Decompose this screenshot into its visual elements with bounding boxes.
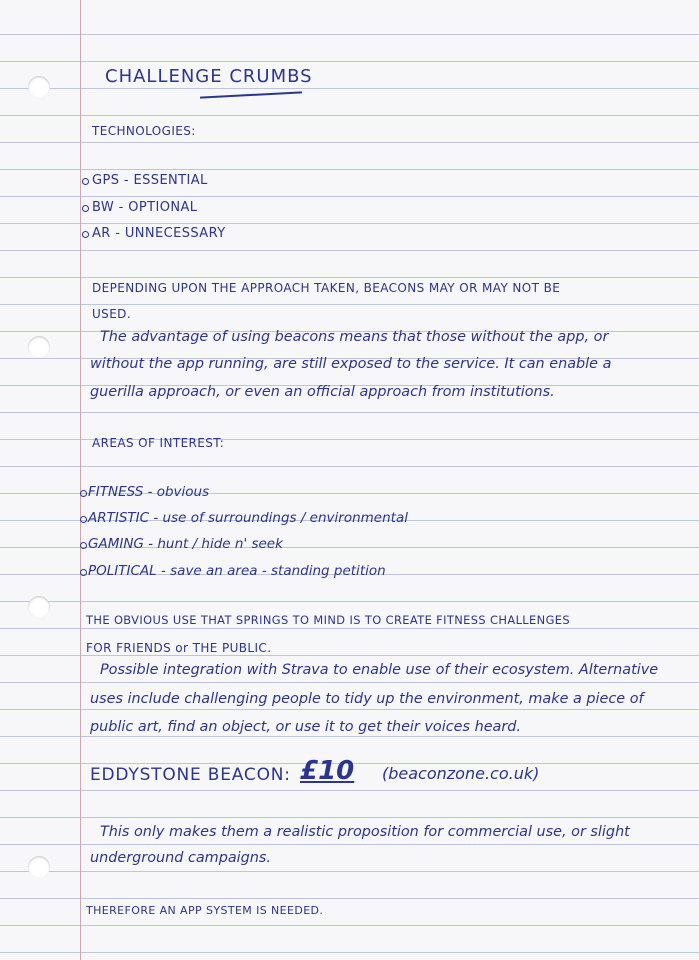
bullet-point [80,516,87,523]
fitness-paragraph-line: public art, find an object, or use it to get their voices heard. [90,719,521,735]
page-title: CHALLENGE CRUMBS [105,66,313,87]
tech-item: BW - OPTIONAL [92,200,198,215]
punch-hole [28,596,50,618]
eddystone-source: (beaconzone.co.uk) [382,764,540,783]
punch-hole [28,336,50,358]
fitness-line: THE OBVIOUS USE THAT SPRINGS TO MIND IS TO CREATE FITNESS CHALLENGES [86,613,571,627]
conclusion-final: THEREFORE AN APP SYSTEM IS NEEDED. [86,904,324,917]
fitness-line: FOR FRIENDS or THE PUBLIC. [86,641,272,655]
conclusion-line: underground campaigns. [90,850,271,866]
bullet-point [80,569,87,576]
bullet-point [82,178,89,185]
beacons-paragraph-line: without the app running, are still exposed to the service. It can enable a [90,356,612,372]
beacons-intro-line: USED. [92,307,132,321]
eddystone-price: £10 [300,756,355,786]
punch-hole [28,856,50,878]
fitness-paragraph-line: Possible integration with Strava to enable use of their ecosystem. Alternative [100,662,659,678]
area-item: FITNESS - obvious [88,484,210,500]
bullet-point [80,490,87,497]
bullet-point [80,542,87,549]
area-item: ARTISTIC - use of surroundings / environmental [88,510,408,526]
beacons-intro-line: DEPENDING UPON THE APPROACH TAKEN, BEACONS MAY OR MAY NOT BE [92,281,561,295]
eddystone-label: EDDYSTONE BEACON: [90,765,291,785]
tech-item: AR - UNNECESSARY [92,226,226,241]
page-top-margin [0,0,699,30]
margin-line [80,0,81,960]
title-underline [200,91,302,98]
area-item: POLITICAL - save an area - standing petition [88,563,386,579]
bullet-point [82,205,89,212]
beacons-paragraph-line: The advantage of using beacons means that those without the app, or [100,329,609,345]
technologies-heading: TECHNOLOGIES: [92,124,196,138]
fitness-paragraph-line: uses include challenging people to tidy up the environment, make a piece of [90,691,644,707]
tech-item: GPS - ESSENTIAL [92,173,208,188]
conclusion-line: This only makes them a realistic proposition for commercial use, or slight [100,824,630,840]
beacons-paragraph-line: guerilla approach, or even an official approach from institutions. [90,384,555,400]
areas-heading: AREAS OF INTEREST: [92,436,225,450]
area-item: GAMING - hunt / hide n' seek [88,536,283,552]
bullet-point [82,231,89,238]
punch-hole [28,76,50,98]
